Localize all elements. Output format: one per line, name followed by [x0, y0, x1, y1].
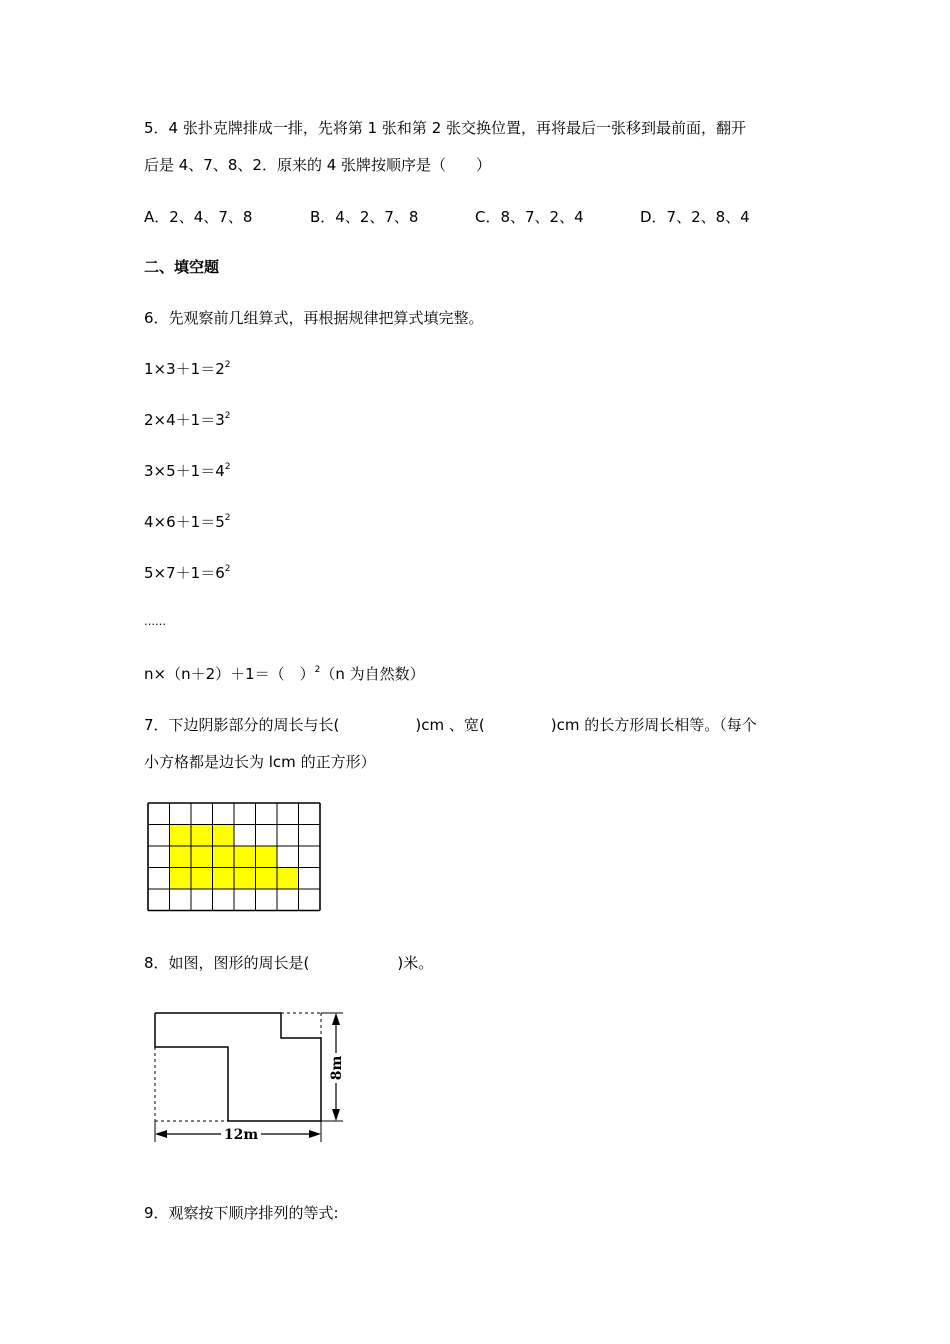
grid-cell-shaded	[191, 846, 213, 868]
q8-arrow-left-icon	[155, 1130, 167, 1138]
grid-cell-shaded	[234, 846, 256, 868]
q8-line: 8．如图，图形的周长是( )米。	[144, 954, 434, 972]
q6-equation-4: $4\times 6+1=5^2$	[144, 513, 231, 531]
grid-cell-shaded	[170, 846, 192, 868]
q6-equation-5: $5\times 7+1=6^2$	[144, 564, 231, 582]
q5-line2: 后是 4、7、8、2．原来的 4 张牌按顺序是（ ）	[144, 156, 492, 174]
q5-option-b: B．4、2、7、8	[310, 208, 419, 226]
q6-ellipsis: ……	[144, 615, 166, 628]
q7-line1: 7．下边阴影部分的周长与长( )cm 、宽( )cm 的长方形周长相等。（每个	[144, 716, 757, 734]
q5-option-a: A．2、4、7、8	[144, 208, 253, 226]
q6-equation-3: $3\times 5+1=4^2$	[144, 462, 231, 480]
grid-cell-shaded	[277, 868, 299, 890]
q5-option-d: D．7、2、8、4	[640, 208, 750, 226]
q5-option-c: C．8、7、2、4	[475, 208, 584, 226]
grid-cell-shaded	[191, 825, 213, 847]
grid-cell-shaded	[256, 868, 278, 890]
q6-equation-2: $2\times 4+1=3^2$	[144, 411, 231, 429]
q8-arrow-up-icon	[332, 1013, 340, 1025]
grid-cell-shaded	[256, 846, 278, 868]
q7-grid-figure	[147, 802, 325, 914]
section-title-fill-blank: 二、填空题	[144, 258, 220, 276]
q6-general-formula: n×（n＋2）＋1＝（ ）$^2$（n 为自然数）	[144, 665, 425, 683]
q8-shape-outline	[155, 1013, 321, 1121]
grid-cell-shaded	[191, 868, 213, 890]
grid-cell-shaded	[213, 846, 235, 868]
q8-width-label: 12m	[223, 1127, 259, 1143]
q5-line1: 5．4 张扑克牌排成一排，先将第 1 张和第 2 张交换位置，再将最后一张移到最前面，翻开	[144, 119, 747, 137]
q8-figure	[145, 1005, 355, 1150]
q8-arrow-right-icon	[309, 1130, 321, 1138]
q6-stem: 6．先观察前几组算式，再根据规律把算式填完整。	[144, 309, 484, 327]
grid-cell-shaded	[213, 868, 235, 890]
q8-arrow-down-icon	[332, 1109, 340, 1121]
q8-height-label: 8m	[329, 1055, 345, 1081]
q9-stem: 9．观察按下顺序排列的等式:	[144, 1204, 339, 1222]
grid-cell-shaded	[170, 825, 192, 847]
q6-equation-1: $1\times 3+1=2^2$	[144, 360, 231, 378]
grid-cell-shaded	[170, 868, 192, 890]
q7-line2: 小方格都是边长为 lcm 的正方形）	[144, 753, 376, 771]
grid-cell-shaded	[234, 868, 256, 890]
grid-cell-shaded	[213, 825, 235, 847]
